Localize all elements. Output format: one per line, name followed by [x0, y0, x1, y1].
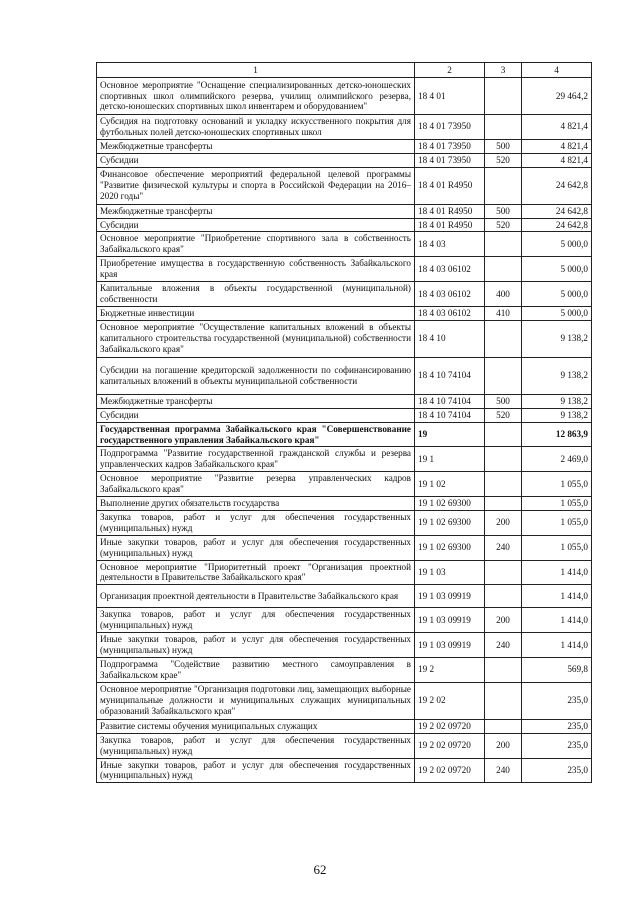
- row-amount-cell: 1 414,0: [522, 560, 592, 585]
- row-amount-cell: 5 000,0: [522, 232, 592, 257]
- row-amount-cell: 9 138,2: [522, 357, 592, 394]
- row-expense-type-cell: 410: [485, 306, 522, 320]
- row-amount-cell: 24 642,8: [522, 167, 592, 204]
- column-number-3: 3: [485, 63, 522, 78]
- table-row: [97, 257, 592, 282]
- row-amount-cell: 235,0: [522, 682, 592, 719]
- row-amount-cell: 9 138,2: [522, 394, 592, 408]
- row-amount-cell: 1 414,0: [522, 633, 592, 658]
- row-expense-type-cell: 520: [485, 218, 522, 232]
- row-name-cell: Субсидии на погашение кредиторской задолженности по софинансированию капитальных вложений в объекты муниципальной собственности: [97, 357, 415, 394]
- row-expense-type-cell: 500: [485, 394, 522, 408]
- column-number-4: 4: [522, 63, 592, 78]
- row-name-cell: Бюджетные инвестиции: [97, 306, 415, 320]
- row-code-cell: 18 4 01 73950: [415, 115, 485, 140]
- row-amount-cell: 24 642,8: [522, 204, 592, 218]
- row-code-cell: 18 4 10: [415, 320, 485, 357]
- table-row: [97, 306, 592, 320]
- row-expense-type-cell: [485, 115, 522, 140]
- table-row: [97, 510, 592, 535]
- row-amount-cell: 235,0: [522, 719, 592, 733]
- row-amount-cell: 1 414,0: [522, 608, 592, 633]
- row-expense-type-cell: [485, 357, 522, 394]
- row-name-cell: Основное мероприятие "Осуществление капитальных вложений в объекты капитального строительства государственной (муниципальной) собственности Забайкальского края": [97, 320, 415, 357]
- row-name-cell: Подпрограмма "Содействие развитию местного самоуправления в Забайкальском крае": [97, 658, 415, 683]
- row-amount-cell: 4 821,4: [522, 153, 592, 167]
- row-expense-type-cell: [485, 232, 522, 257]
- row-name-cell: Основное мероприятие "Организация подготовки лиц, замещающих выборные муниципальные должности и муниципальных служащих муниципальных образований Забайкальского края": [97, 682, 415, 719]
- row-code-cell: 18 4 03: [415, 232, 485, 257]
- row-code-cell: 18 4 01 73950: [415, 139, 485, 153]
- table-row: [97, 682, 592, 719]
- row-name-cell: Подпрограмма "Развитие государственной гражданской службы и резерва управленческих кадров Забайкальского края": [97, 447, 415, 472]
- row-expense-type-cell: [485, 257, 522, 282]
- table-row: [97, 560, 592, 585]
- table-row: [97, 658, 592, 683]
- row-expense-type-cell: [485, 719, 522, 733]
- row-expense-type-cell: 240: [485, 535, 522, 560]
- row-expense-type-cell: [485, 78, 522, 115]
- row-code-cell: 19 1 02 69300: [415, 497, 485, 511]
- table-row: [97, 608, 592, 633]
- row-amount-cell: 9 138,2: [522, 408, 592, 422]
- row-code-cell: 19 1 03 09919: [415, 585, 485, 608]
- row-expense-type-cell: [485, 497, 522, 511]
- row-name-cell: Межбюджетные трансферты: [97, 139, 415, 153]
- row-amount-cell: 235,0: [522, 733, 592, 758]
- row-expense-type-cell: [485, 560, 522, 585]
- row-amount-cell: 5 000,0: [522, 306, 592, 320]
- row-expense-type-cell: [485, 167, 522, 204]
- row-expense-type-cell: [485, 472, 522, 497]
- row-expense-type-cell: 500: [485, 139, 522, 153]
- row-code-cell: 19 2 02: [415, 682, 485, 719]
- table-row: [97, 232, 592, 257]
- row-name-cell: Межбюджетные трансферты: [97, 394, 415, 408]
- table-row: [97, 320, 592, 357]
- row-code-cell: 19 1: [415, 447, 485, 472]
- row-amount-cell: 4 821,4: [522, 115, 592, 140]
- table-row: [97, 758, 592, 783]
- column-number-1: 1: [97, 63, 415, 78]
- table-row: [97, 204, 592, 218]
- row-name-cell: Межбюджетные трансферты: [97, 204, 415, 218]
- row-expense-type-cell: [485, 422, 522, 447]
- table-row: [97, 633, 592, 658]
- row-name-cell: Основное мероприятие "Оснащение специализированных детско-юношеских спортивных школ олимпийского резерва, училищ олимпийского резерва, детско-юношеских спортивных школ инвентарем и оборудованием": [97, 78, 415, 115]
- table-row: [97, 719, 592, 733]
- row-code-cell: 19 2: [415, 658, 485, 683]
- row-amount-cell: 1 055,0: [522, 535, 592, 560]
- row-name-cell: Иные закупки товаров, работ и услуг для обеспечения государственных (муниципальных) нужд: [97, 535, 415, 560]
- row-code-cell: 18 4 03 06102: [415, 306, 485, 320]
- row-name-cell: Организация проектной деятельности в Правительстве Забайкальского края: [97, 585, 415, 608]
- row-name-cell: Закупка товаров, работ и услуг для обеспечения государственных (муниципальных) нужд: [97, 733, 415, 758]
- row-name-cell: Основное мероприятие "Приобретение спортивного зала в собственность Забайкальского края": [97, 232, 415, 257]
- row-code-cell: 19 2 02 09720: [415, 758, 485, 783]
- row-code-cell: 18 4 01 73950: [415, 153, 485, 167]
- row-amount-cell: 5 000,0: [522, 257, 592, 282]
- row-amount-cell: 235,0: [522, 758, 592, 783]
- row-expense-type-cell: 200: [485, 510, 522, 535]
- row-code-cell: 19 1 03 09919: [415, 633, 485, 658]
- column-number-row: [97, 63, 592, 78]
- row-amount-cell: 5 000,0: [522, 282, 592, 307]
- row-name-cell: Иные закупки товаров, работ и услуг для обеспечения государственных (муниципальных) нужд: [97, 633, 415, 658]
- table-row: [97, 139, 592, 153]
- row-name-cell: Субсидии: [97, 153, 415, 167]
- page-number: 62: [313, 862, 327, 877]
- row-code-cell: 19 1 03 09919: [415, 608, 485, 633]
- table-row: [97, 394, 592, 408]
- row-name-cell: Государственная программа Забайкальского края "Совершенствование государственного управления Забайкальского края": [97, 422, 415, 447]
- row-name-cell: Закупка товаров, работ и услуг для обеспечения государственных (муниципальных) нужд: [97, 608, 415, 633]
- row-expense-type-cell: [485, 320, 522, 357]
- row-code-cell: 19 2 02 09720: [415, 733, 485, 758]
- row-code-cell: 19 1 02 69300: [415, 510, 485, 535]
- row-expense-type-cell: 520: [485, 408, 522, 422]
- row-amount-cell: 9 138,2: [522, 320, 592, 357]
- row-code-cell: 18 4 10 74104: [415, 357, 485, 394]
- row-amount-cell: 1 055,0: [522, 472, 592, 497]
- row-code-cell: 18 4 01 R4950: [415, 218, 485, 232]
- row-expense-type-cell: 520: [485, 153, 522, 167]
- row-amount-cell: 2 469,0: [522, 447, 592, 472]
- row-name-cell: Приобретение имущества в государственную собственность Забайкальского края: [97, 257, 415, 282]
- column-number-2: 2: [415, 63, 485, 78]
- table-row: [97, 408, 592, 422]
- table-row: [97, 472, 592, 497]
- row-code-cell: 19 2 02 09720: [415, 719, 485, 733]
- row-name-cell: Закупка товаров, работ и услуг для обеспечения государственных (муниципальных) нужд: [97, 510, 415, 535]
- row-name-cell: Иные закупки товаров, работ и услуг для обеспечения государственных (муниципальных) нужд: [97, 758, 415, 783]
- row-name-cell: Финансовое обеспечение мероприятий федеральной целевой программы "Развитие физической культуры и спорта в Российской Федерации на 2016–2020 годы": [97, 167, 415, 204]
- table-row: [97, 535, 592, 560]
- row-amount-cell: 24 642,8: [522, 218, 592, 232]
- row-code-cell: 19: [415, 422, 485, 447]
- table-row: [97, 218, 592, 232]
- row-code-cell: 18 4 10 74104: [415, 394, 485, 408]
- budget-table-body: [97, 63, 592, 783]
- row-code-cell: 18 4 01: [415, 78, 485, 115]
- row-expense-type-cell: [485, 658, 522, 683]
- table-row: [97, 115, 592, 140]
- row-code-cell: 19 1 03: [415, 560, 485, 585]
- row-expense-type-cell: 240: [485, 633, 522, 658]
- budget-page: [96, 62, 591, 783]
- row-name-cell: Капитальные вложения в объекты государственной (муниципальной) собственности: [97, 282, 415, 307]
- row-name-cell: Выполнение других обязательств государства: [97, 497, 415, 511]
- row-amount-cell: 569,8: [522, 658, 592, 683]
- table-row: [97, 447, 592, 472]
- row-expense-type-cell: 200: [485, 608, 522, 633]
- row-expense-type-cell: [485, 447, 522, 472]
- table-row: [97, 78, 592, 115]
- table-row: [97, 357, 592, 394]
- row-code-cell: 18 4 10 74104: [415, 408, 485, 422]
- table-row: [97, 585, 592, 608]
- row-code-cell: 19 1 02: [415, 472, 485, 497]
- table-row: [97, 153, 592, 167]
- row-code-cell: 18 4 01 R4950: [415, 167, 485, 204]
- row-name-cell: Основное мероприятие "Приоритетный проект "Организация проектной деятельности в Правительстве Забайкальского края": [97, 560, 415, 585]
- row-name-cell: Основное мероприятие "Развитие резерва управленческих кадров Забайкальского края": [97, 472, 415, 497]
- table-row: [97, 733, 592, 758]
- row-code-cell: 18 4 03 06102: [415, 282, 485, 307]
- row-name-cell: Субсидии: [97, 218, 415, 232]
- table-row: [97, 167, 592, 204]
- row-code-cell: 18 4 01 R4950: [415, 204, 485, 218]
- row-amount-cell: 29 464,2: [522, 78, 592, 115]
- row-amount-cell: 4 821,4: [522, 139, 592, 153]
- table-row: [97, 282, 592, 307]
- row-expense-type-cell: 200: [485, 733, 522, 758]
- row-amount-cell: 1 055,0: [522, 510, 592, 535]
- row-code-cell: 18 4 03 06102: [415, 257, 485, 282]
- row-amount-cell: 1 055,0: [522, 497, 592, 511]
- row-expense-type-cell: 400: [485, 282, 522, 307]
- row-amount-cell: 12 863,9: [522, 422, 592, 447]
- row-expense-type-cell: [485, 585, 522, 608]
- table-row: [97, 422, 592, 447]
- row-expense-type-cell: [485, 682, 522, 719]
- row-name-cell: Развитие системы обучения муниципальных служащих: [97, 719, 415, 733]
- row-code-cell: 19 1 02 69300: [415, 535, 485, 560]
- row-expense-type-cell: 240: [485, 758, 522, 783]
- table-row: [97, 497, 592, 511]
- row-name-cell: Субсидия на подготовку оснований и укладку искусственного покрытия для футбольных полей детско-юношеских спортивных школ: [97, 115, 415, 140]
- row-name-cell: Субсидии: [97, 408, 415, 422]
- row-expense-type-cell: 500: [485, 204, 522, 218]
- row-amount-cell: 1 414,0: [522, 585, 592, 608]
- budget-table: [96, 62, 592, 783]
